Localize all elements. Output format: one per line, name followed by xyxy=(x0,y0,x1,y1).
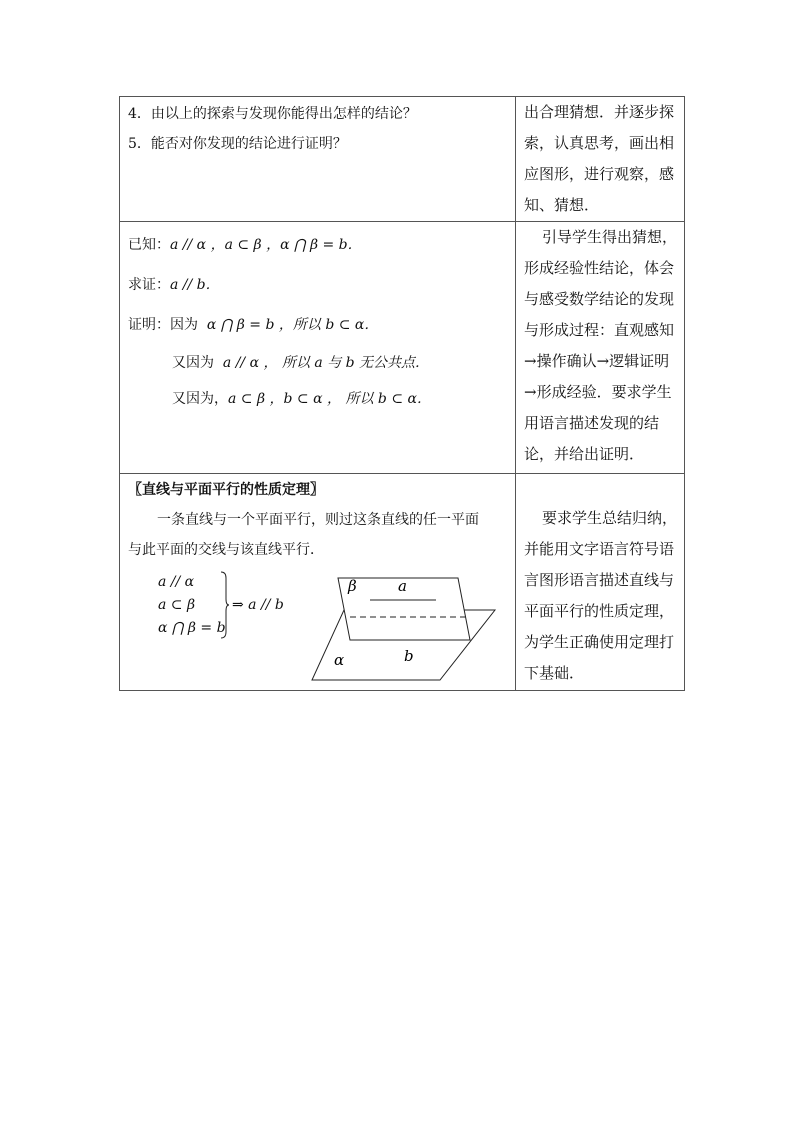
activity-line: 言图形语言描述直线与 xyxy=(524,571,675,589)
activity-line: →形成经验．要求学生 xyxy=(524,383,672,401)
proof-cell xyxy=(120,222,516,473)
label-beta: β xyxy=(348,577,357,595)
activity-line: 引导学生得出猜想， xyxy=(542,228,678,246)
activity-line: 索，认真思考，画出相 xyxy=(524,134,675,152)
theorem-text-line-2: 与此平面的交线与该直线平行． xyxy=(128,542,324,558)
known-label: 已知： xyxy=(128,237,170,253)
label-alpha: α xyxy=(334,651,345,669)
activity-cell xyxy=(516,222,684,473)
proof-expression-3: a ⊂ β ，b ⊂ α ， 所以 b ⊂ α． xyxy=(228,391,431,407)
condition-2: a ⊂ β xyxy=(158,597,196,613)
activity-line: 用语言描述发现的结 xyxy=(524,414,660,432)
known-line xyxy=(128,235,362,255)
activity-line: 要求学生总结归纳， xyxy=(542,509,678,527)
prove-line xyxy=(128,275,220,295)
question-4: 4．由以上的探索与发现你能得出怎样的结论？ xyxy=(128,106,417,122)
activity-line: 平面平行的性质定理， xyxy=(524,602,675,620)
conclusion: ⇒ a // b xyxy=(232,597,284,613)
activity-line: 出合理猜想．并逐步探 xyxy=(524,103,675,121)
activity-line: 下基础． xyxy=(524,664,585,682)
activity-line: 形成经验性结论，体会 xyxy=(524,259,675,277)
theorem-cell xyxy=(120,474,516,690)
theorem-heading: 〖直线与平面平行的性质定理〗 xyxy=(128,482,324,498)
condition-3: α ⋂ β = b xyxy=(158,620,226,636)
activity-cell xyxy=(516,97,684,221)
activity-line: 并能用文字语言符号语 xyxy=(524,540,675,558)
proof-expression-2: a // α ， 所以 a 与 b 无公共点． xyxy=(222,355,430,371)
activity-line: 与形成过程：直观感知 xyxy=(524,321,675,339)
proof-line-1 xyxy=(128,315,378,335)
activity-cell xyxy=(516,474,684,690)
lesson-table xyxy=(119,96,685,691)
activity-line: →操作确认→逻辑证明 xyxy=(524,352,670,370)
proof-expression-1: α ⋂ β = b ，所以 b ⊂ α． xyxy=(206,317,379,333)
known-expression: a // α ，a ⊂ β ，α ⋂ β = b． xyxy=(170,237,362,253)
condition-1: a // α xyxy=(158,574,195,590)
activity-line: 应图形，进行观察，感 xyxy=(524,165,675,183)
prove-expression: a // b． xyxy=(170,277,220,293)
label-b: b xyxy=(404,647,414,665)
proof-text: 又因为， xyxy=(172,391,228,407)
table-row xyxy=(120,474,684,690)
question-5: 5．能否对你发现的结论进行证明？ xyxy=(128,136,347,152)
label-a: a xyxy=(398,577,407,595)
table-row xyxy=(120,222,684,474)
theorem-text-line-1: 一条直线与一个平面平行，则过这条直线的任一平面 xyxy=(157,512,479,528)
activity-line: 论，并给出证明． xyxy=(524,445,645,463)
activity-line: 知、猜想． xyxy=(524,196,600,214)
activity-line: 为学生正确使用定理打 xyxy=(524,633,675,651)
prove-label: 求证： xyxy=(128,277,170,293)
table-row xyxy=(120,97,684,222)
content-cell xyxy=(120,97,516,221)
activity-line: 与感受数学结论的发现 xyxy=(524,290,675,308)
proof-line-3 xyxy=(172,389,431,409)
proof-line-2 xyxy=(172,353,429,373)
right-brace-icon xyxy=(220,570,230,640)
proof-label: 证明：因为 xyxy=(128,317,198,333)
proof-text: 又因为 xyxy=(172,355,214,371)
planes-figure xyxy=(310,572,500,682)
